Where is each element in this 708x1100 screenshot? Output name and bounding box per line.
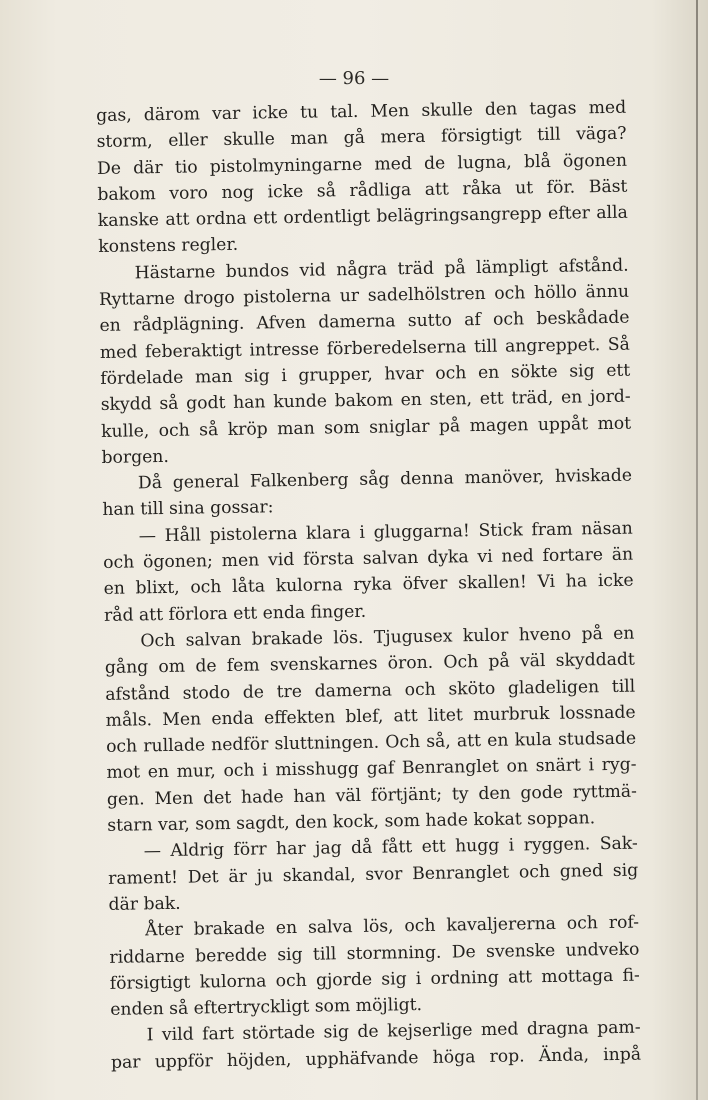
text-line: Hästarne bundos vid några träd på lämpligt afstånd. (134, 255, 629, 284)
text-line: afstånd stodo de tre damerna och sköto gladeligen till (105, 676, 636, 705)
text-line: kulle, och så kröp man som sniglar på magen uppåt mot (101, 413, 632, 442)
text-line: borgen. (101, 446, 170, 468)
text-line: en rådplägning. Afven damerna sutto af och beskådade (99, 308, 630, 337)
text-line: råd att förlora ett enda finger. (103, 601, 367, 626)
text-line: konstens regler. (98, 235, 239, 258)
text-line: par uppför höjden, upphäfvande höga rop. Ända, inpå (110, 1044, 642, 1073)
text-line: kanske att ordna ett ordentligt belägringsangrepp efter alla (97, 202, 628, 232)
text-line: skydd så godt han kunde bakom en sten, ett träd, en jord- (100, 386, 631, 416)
text-line: — Aldrig förr har jag då fått ett hugg i ryggen. Sak- (143, 833, 638, 862)
text-line: en blixt, och låta kulorna ryka öfver skallen! Vi ha icke (103, 570, 634, 600)
text-line: och rullade nedför sluttningen. Och så, att en kula studsade (105, 728, 637, 758)
text-line: Ryttarne drogo pistolerna ur sadelhölstren och höllo ännu (98, 281, 630, 311)
text-line: starn var, som sagdt, den kock, som hade kokat soppan. (107, 808, 596, 836)
text-line: fördelade man sig i grupper, hvar och en sökte sig ett (100, 360, 631, 389)
text-line: — Håll pistolerna klara i gluggarna! Stick fram näsan (138, 518, 633, 547)
text-line: Åter brakade en salva lös, och kavaljererna och rof- (144, 912, 640, 941)
text-line: bakom voro nog icke så rådliga att råka ut för. Bäst (97, 176, 628, 205)
text-line: gas, därom var icke tu tal. Men skulle den tagas med (96, 97, 627, 126)
page-edge-shadow (696, 0, 698, 1100)
body-text (96, 95, 641, 1076)
page-number: — 96 — (318, 68, 390, 89)
text-line: han till sina gossar: (102, 497, 274, 521)
text-line: och ögonen; men vid första salvan dyka vi ned fortare än (103, 544, 634, 573)
text-line: rament! Det är ju skandal, svor Benranglet och gned sig (108, 860, 639, 889)
text-line: enden så eftertryckligt som möjligt. (110, 995, 423, 1020)
text-line: mot en mur, och i misshugg gaf Benranglet on snärt i ryg- (106, 755, 637, 784)
text-line: storm, eller skulle man gå mera försigtigt till väga? (96, 123, 627, 153)
text-line: måls. Men enda effekten blef, att litet murbruk lossnade (105, 702, 636, 731)
text-line: gång om de fem svenskarnes öron. Och på väl skyddadt (104, 649, 635, 679)
text-line: försigtigt kulorna och gjorde sig i ordning att mottaga fi- (109, 965, 640, 994)
text-line: I vild fart störtade sig de kejserlige med dragna pam- (146, 1017, 641, 1046)
text-line: Då general Falkenberg såg denna manöver, hviskade (137, 465, 633, 494)
text-line: där bak. (108, 893, 181, 915)
text-line: Och salvan brakade lös. Tjugusex kulor hveno på en (140, 623, 635, 652)
text-line: De där tio pistolmyningarne med de lugna, blå ögonen (96, 150, 628, 179)
text-line: med feberaktigt intresse förberedelserna till angreppet. Så (99, 334, 631, 363)
text-line: gen. Men det hade han väl förtjänt; ty den gode ryttmä- (106, 781, 638, 810)
text-line: riddarne beredde sig till stormning. De svenske undveko (109, 939, 640, 968)
